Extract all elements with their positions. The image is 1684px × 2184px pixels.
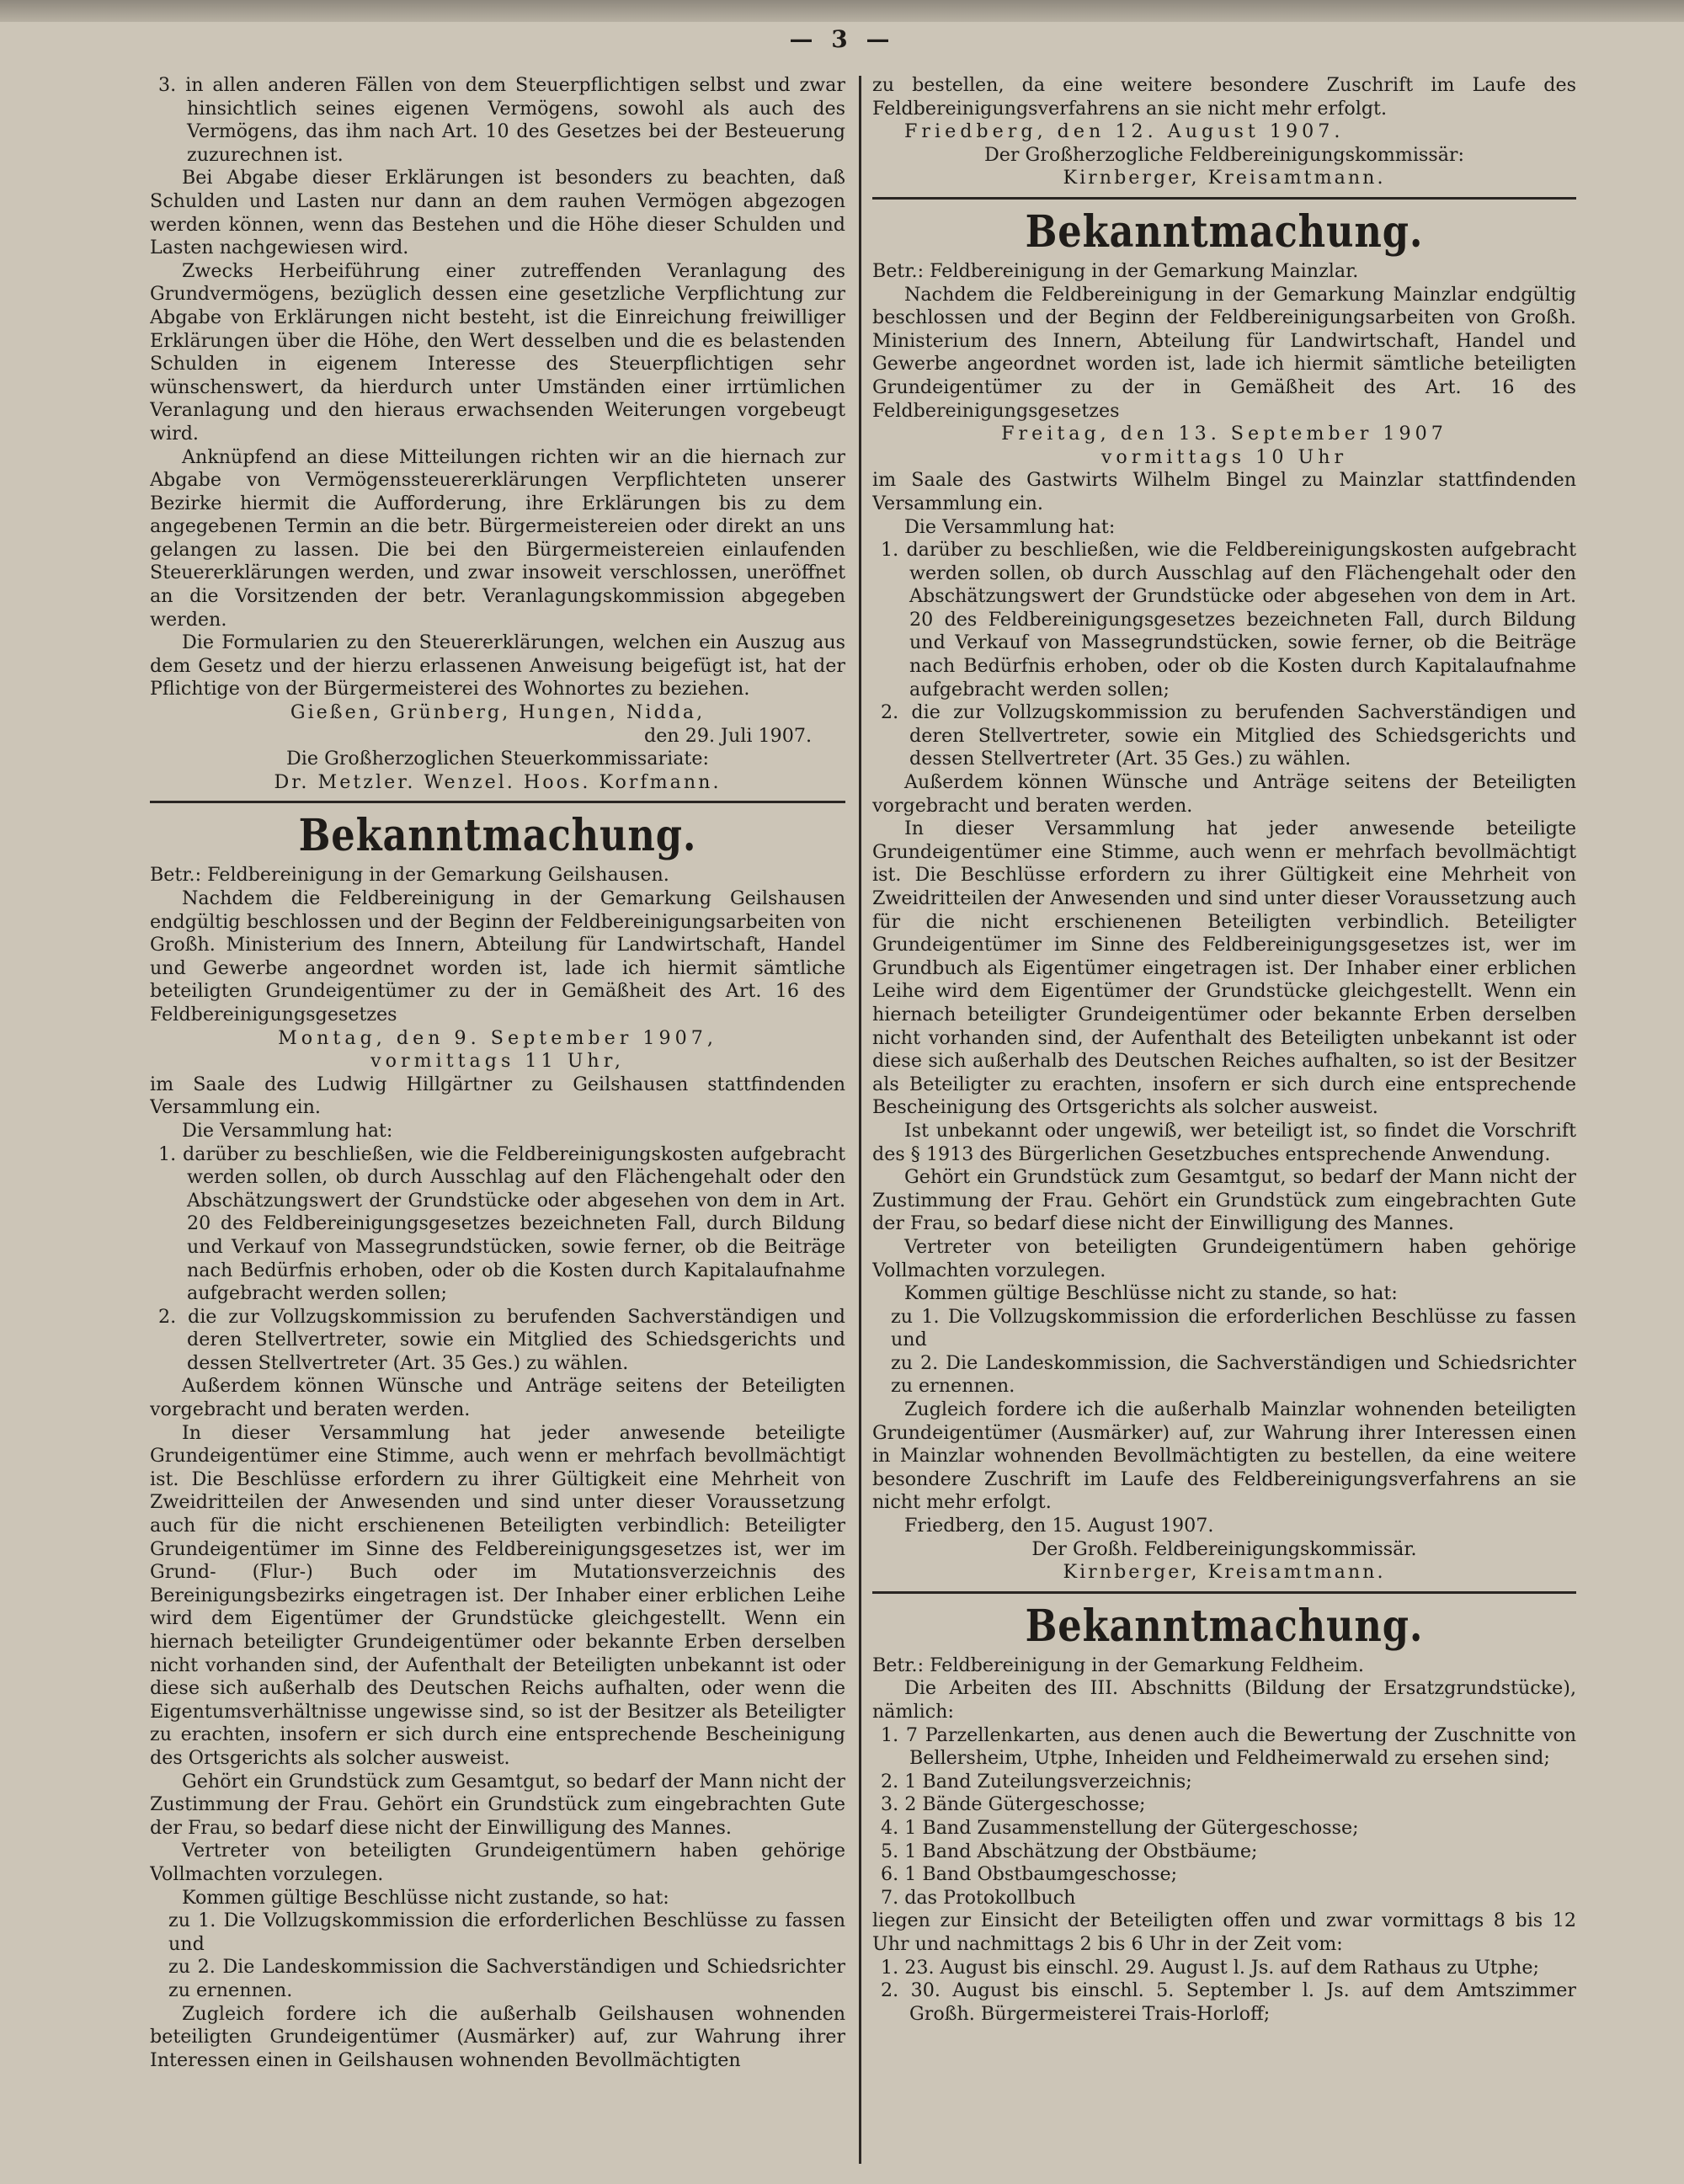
- notice-paragraph: Kommen gültige Beschlüsse nicht zustande, so hat:: [182, 1886, 669, 1909]
- document-item: 3. 2 Bände Gütergeschosse;: [881, 1793, 1146, 1816]
- left-column: [150, 74, 845, 2162]
- notice-subject: Betr.: Feldbereinigung in der Gemarkung Mainzlar.: [872, 259, 1359, 282]
- document-item: 2. 1 Band Zuteilungsverzeichnis;: [881, 1770, 1192, 1792]
- notice-paragraph: Nachdem die Feldbereinigung in der Gemarkung Geilshausen endgültig beschlossen und der Beginn der Feldbereinigungsarbeiten von Großh. Ministerium des Innern, Abteilung für Landwirtschaft, Handel und Gewerbe angeordnet worden ist, lade ich hiermit sämtliche beteiligten Grundeigentümer zu der in Gemäßheit des Art. 16 des Feldbereinigungsgesetzes: [150, 887, 845, 1025]
- page-number: — 3 —: [789, 25, 895, 53]
- section-rule: [872, 197, 1576, 200]
- notice-paragraph: Ist unbekannt oder ungewiß, wer beteiligt ist, so findet die Vorschrift des § 1913 des Bürgerlichen Gesetzbuches entsprechende Anwendung.: [872, 1119, 1576, 1165]
- fallback-item: zu 2. Die Landeskommission, die Sachverständigen und Schiedsrichter zu ernennen.: [891, 1351, 1576, 1398]
- intro-places: Gießen, Grünberg, Hungen, Nidda,: [290, 701, 706, 724]
- section-rule: [872, 1591, 1576, 1594]
- column-divider: [859, 76, 861, 2164]
- notice-subject: Betr.: Feldbereinigung in der Gemarkung Geilshausen.: [150, 864, 669, 887]
- notice-heading: Bekanntmachung.: [298, 810, 697, 862]
- notice-paragraph: Zugleich fordere ich die außerhalb Mainzlar wohnenden beteiligten Grundeigentümer (Ausmärker) auf, zur Wahrung ihrer Interessen einen in Mainzlar wohnenden Bevollmächtigten zu bestellen, da eine weitere besondere Zuschrift im Laufe des Feldbereinigungsverfahrens an sie nicht mehr erfolgt.: [872, 1398, 1576, 1514]
- meeting-date: Freitag, den 13. September 1907: [1001, 423, 1447, 445]
- notice-paragraph: Kommen gültige Beschlüsse nicht zu stande, so hat:: [904, 1282, 1398, 1305]
- intro-signatures: Dr. Metzler. Wenzel. Hoos. Korfmann.: [274, 770, 722, 793]
- intro-item-3: 3. in allen anderen Fällen von dem Steuerpflichtigen selbst und zwar hinsichtlich seines eigenen Vermögens, sowohl als auch des Vermögens, das ihm nach Art. 10 des Gesetzes bei der Besteuerung zuzurechnen ist.: [158, 74, 845, 166]
- notice-heading: Bekanntmachung.: [1025, 205, 1424, 258]
- notice-paragraph: Nachdem die Feldbereinigung in der Gemarkung Mainzlar endgültig beschlossen und der Beginn der Feldbereinigungsarbeiten von Großh. Ministerium des Innern, Abteilung für Landwirtschaft, Handel und Gewerbe angeordnet worden ist, lade ich hiermit sämtliche beteiligten Grundeigentümer zu der in Gemäßheit des Art. 16 des Feldbereinigungsgesetzes: [872, 283, 1576, 422]
- section-rule: [150, 801, 845, 803]
- intro-paragraph: Die Formularien zu den Steuererklärungen, welchen ein Auszug aus dem Gesetz und der hierzu erlassenen Anweisung beigefügt ist, hat der Pflichtige von der Bürgermeisterei des Wohnortes zu beziehen.: [150, 631, 845, 700]
- meeting-place: im Saale des Ludwig Hillgärtner zu Geilshausen stattfindenden Versammlung ein.: [150, 1073, 845, 1119]
- schedule-item: 1. 23. August bis einschl. 29. August l. Js. auf dem Rathaus zu Utphe;: [881, 1956, 1539, 1979]
- notice-paragraph: Vertreter von beteiligten Grundeigentümern haben gehörige Vollmachten vorzulegen.: [872, 1235, 1576, 1281]
- agenda-item: 2. die zur Vollzugskommission zu berufenden Sachverständigen und deren Stellvertreter, sowie ein Mitglied des Schiedsgerichts und dessen Stellvertreter (Art. 35 Ges.) zu wählen.: [881, 701, 1576, 770]
- continuation-text: zu bestellen, da eine weitere besondere Zuschrift im Laufe des Feldbereinigungsverfahrens an sie nicht mehr erfolgt.: [872, 74, 1576, 120]
- intro-paragraph: Anknüpfend an diese Mitteilungen richten wir an die hiernach zur Abgabe von Vermögenssteuererklärungen Verpflichteten unserer Bezirke hiermit die Aufforderung, ihre Erklärungen bis zu dem angegebenen Termin an die betr. Bürgermeistereien oder direkt an uns gelangen zu lassen. Die bei den Bürgermeistereien einlaufenden Steuererklärungen werden, und zwar insoweit verschlossen, uneröffnet an die Vorsitzenden der betr. Veranlagungskommission abgegeben werden.: [150, 445, 845, 631]
- continuation-authority: Der Großherzogliche Feldbereinigungskommissär:: [983, 143, 1465, 166]
- notice-paragraph: Außerdem können Wünsche und Anträge seitens der Beteiligten vorgebracht und beraten werden.: [872, 771, 1576, 817]
- right-column: [872, 74, 1576, 2162]
- agenda-item: 1. darüber zu beschließen, wie die Feldbereinigungskosten aufgebracht werden sollen, ob durch Ausschlag auf den Flächengehalt oder den Abschätzungswert der Grundstücke oder abgesehen von dem in Art. 20 des Feldbereinigungsgesetzes bezeichneten Fall, durch Bildung und Verkauf von Massegrundstücken, sowie ferner, ob die Beiträge nach Bedürfnis erhoben, oder ob die Kosten durch Kapitalaufnahme aufgebracht werden sollen;: [881, 539, 1576, 700]
- notice-paragraph: Gehört ein Grundstück zum Gesamtgut, so bedarf der Mann nicht der Zustimmung der Frau. Gehört ein Grundstück zum eingebrachten Gute der Frau, so bedarf diese nicht der Einwilligung des Mannes.: [872, 1166, 1576, 1235]
- document-item: 7. das Protokollbuch: [881, 1886, 1076, 1909]
- agenda-intro: Die Versammlung hat:: [182, 1119, 393, 1142]
- fallback-item: zu 2. Die Landeskommission die Sachverständigen und Schiedsrichter zu ernennen.: [168, 1956, 845, 2001]
- notice-paragraph: Gehört ein Grundstück zum Gesamtgut, so bedarf der Mann nicht der Zustimmung der Frau. Gehört ein Grundstück zum eingebrachten Gute der Frau, so bedarf diese nicht der Einwilligung des Mannes.: [150, 1770, 845, 1839]
- meeting-place: im Saale des Gastwirts Wilhelm Bingel zu Mainzlar stattfindenden Versammlung ein.: [872, 469, 1576, 514]
- fallback-item: zu 1. Die Vollzugskommission die erforderlichen Beschlüsse zu fassen und: [891, 1305, 1576, 1351]
- document-item: 1. 7 Parzellenkarten, aus denen auch die Bewertung der Zuschnitte von Bellersheim, Utphe, Inheiden und Feldheimerwald zu ersehen sind;: [881, 1723, 1576, 1770]
- intro-paragraph: Bei Abgabe dieser Erklärungen ist besonders zu beachten, daß Schulden und Lasten nur dann an dem rauhen Vermögen abgezogen werden können, wenn das Bestehen und die Höhe dieser Schulden und Lasten nachgewiesen wird.: [150, 167, 845, 259]
- continuation-date: Friedberg, den 12. August 1907.: [904, 120, 1345, 143]
- notice-paragraph: Zugleich fordere ich die außerhalb Geilshausen wohnenden beteiligten Grundeigentümer (Ausmärker) auf, zur Wahrung ihrer Interessen einen in Geilshausen wohnenden Bevollmächtigten: [150, 2002, 845, 2071]
- schedule-item: 2. 30. August bis einschl. 5. September l. Js. auf dem Amtszimmer Großh. Bürgermeisterei Trais-Horloff;: [881, 1979, 1576, 2025]
- document-item: 5. 1 Band Abschätzung der Obstbäume;: [881, 1840, 1258, 1862]
- notice-subject: Betr.: Feldbereinigung in der Gemarkung Feldheim.: [872, 1654, 1364, 1676]
- notice-authority: Der Großh. Feldbereinigungskommissär.: [1031, 1537, 1417, 1560]
- meeting-date: Montag, den 9. September 1907,: [278, 1026, 717, 1049]
- notice-heading: Bekanntmachung.: [1025, 1600, 1424, 1652]
- document-item: 6. 1 Band Obstbaumgeschosse;: [881, 1863, 1178, 1886]
- fallback-item: zu 1. Die Vollzugskommission die erforderlichen Beschlüsse zu fassen und: [168, 1910, 845, 1955]
- notice-paragraph: Die Arbeiten des III. Abschnitts (Bildung der Ersatzgrundstücke), nämlich:: [872, 1677, 1576, 1723]
- agenda-item: 2. die zur Vollzugskommission zu berufenden Sachverständigen und deren Stellvertreter, sowie ein Mitglied des Schiedsgerichts und dessen Stellvertreter (Art. 35 Ges.) zu wählen.: [158, 1305, 845, 1374]
- notice-paragraph: In dieser Versammlung hat jeder anwesende beteiligte Grundeigentümer eine Stimme, auch wenn er mehrfach bevollmächtigt ist. Die Beschlüsse erfordern zu ihrer Gültigkeit eine Mehrheit von Zweidritteilen der Anwesenden und sind unter dieser Voraussetzung auch für die nicht erschienenen Beteiligten verbindlich: Beteiligter Grundeigentümer im Sinne des Feldbereinigungsgesetzes ist, wer im Grund- (Flur-) Buch oder im Mutationsverzeichnis des Bereinigungsbezirks eingetragen ist. Der Inhaber einer erblichen Leihe wird dem Eigentümer der Grundstücke gleichgestellt. Wenn ein hiernach beteiligter Grundeigentümer oder bekannte Erben derselben nicht vorhanden sind, der Aufenthalt der Beteiligten unbekannt ist oder diese sich außerhalb des Deutschen Reichs aufhalten, oder wenn die Eigentumsverhältnisse ungewisse sind, so ist der Besitzer als Beteiligter zu erachten, insofern er sich durch eine entsprechende Bescheinigung des Ortsgerichts als solcher ausweist.: [150, 1421, 845, 1769]
- intro-date: den 29. Juli 1907.: [644, 724, 812, 747]
- intro-authority: Die Großherzoglichen Steuerkommissariate:: [286, 748, 709, 770]
- meeting-time: vormittags 10 Uhr: [1100, 445, 1348, 468]
- meeting-time: vormittags 11 Uhr,: [370, 1050, 625, 1073]
- top-edge-strip: [0, 0, 1684, 22]
- notice-date: Friedberg, den 15. August 1907.: [904, 1515, 1214, 1537]
- intro-paragraph: Zwecks Herbeiführung einer zutreffenden Veranlagung des Grundvermögens, bezüglich dessen eine gesetzliche Verpflichtung zur Abgabe von Erklärungen nicht besteht, ist die Einreichung freiwilliger Erklärungen über die Höhe, den Wert desselben und die es belastenden Schulden in eigenem Interesse des Steuerpflichtigen sehr wünschenswert, da hierdurch unter Umständen einer irrtümlichen Veranlagung und den hieraus erwachsenden Weiterungen vorgebeugt wird.: [150, 259, 845, 445]
- notice-paragraph: In dieser Versammlung hat jeder anwesende beteiligte Grundeigentümer eine Stimme, auch wenn er mehrfach bevollmächtigt ist. Die Beschlüsse erfordern zu ihrer Gültigkeit eine Mehrheit von Zweidritteilen der Anwesenden und sind unter dieser Voraussetzung auch für die nicht erschienenen Beteiligten verbindlich. Beteiligter Grundeigentümer im Sinne des Feldbereinigungsgesetzes ist, wer im Grundbuch als Eigentümer eingetragen ist. Der Inhaber einer erblichen Leihe wird dem Eigentümer der Grundstücke gleichgestellt. Wenn ein hiernach beteiligter Grundeigentümer oder bekannte Erben derselben nicht vorhanden sind, der Aufenthalt des Beteiligten unbekannt ist oder diese sich außerhalb des Deutschen Reiches aufhalten, so ist der Besitzer als Beteiligter zu erachten, insofern er sich durch eine entsprechende Bescheinigung des Ortsgerichts als solcher ausweist.: [872, 818, 1576, 1119]
- notice-paragraph: Außerdem können Wünsche und Anträge seitens der Beteiligten vorgebracht und beraten werden.: [150, 1375, 845, 1421]
- agenda-intro: Die Versammlung hat:: [904, 515, 1116, 538]
- notice-signature: Kirnberger, Kreisamtmann.: [1063, 1561, 1386, 1584]
- agenda-item: 1. darüber zu beschließen, wie die Feldbereinigungskosten aufgebracht werden sollen, ob durch Ausschlag auf den Flächengehalt oder den Abschätzungswert der Grundstücke oder abgesehen von dem in Art. 20 des Feldbereinigungsgesetzes bezeichneten Fall, durch Bildung und Verkauf von Massegrundstücken, sowie ferner, ob die Beiträge nach Bedürfnis erhoben, oder ob die Kosten durch Kapitalaufnahme aufgebracht werden sollen;: [158, 1143, 845, 1305]
- notice-paragraph: liegen zur Einsicht der Beteiligten offen und zwar vormittags 8 bis 12 Uhr und nachmittags 2 bis 6 Uhr in der Zeit vom:: [872, 1910, 1576, 1955]
- notice-paragraph: Vertreter von beteiligten Grundeigentümern haben gehörige Vollmachten vorzulegen.: [150, 1840, 845, 1885]
- continuation-signature: Kirnberger, Kreisamtmann.: [1063, 167, 1386, 189]
- document-item: 4. 1 Band Zusammenstellung der Gütergeschosse;: [881, 1816, 1359, 1839]
